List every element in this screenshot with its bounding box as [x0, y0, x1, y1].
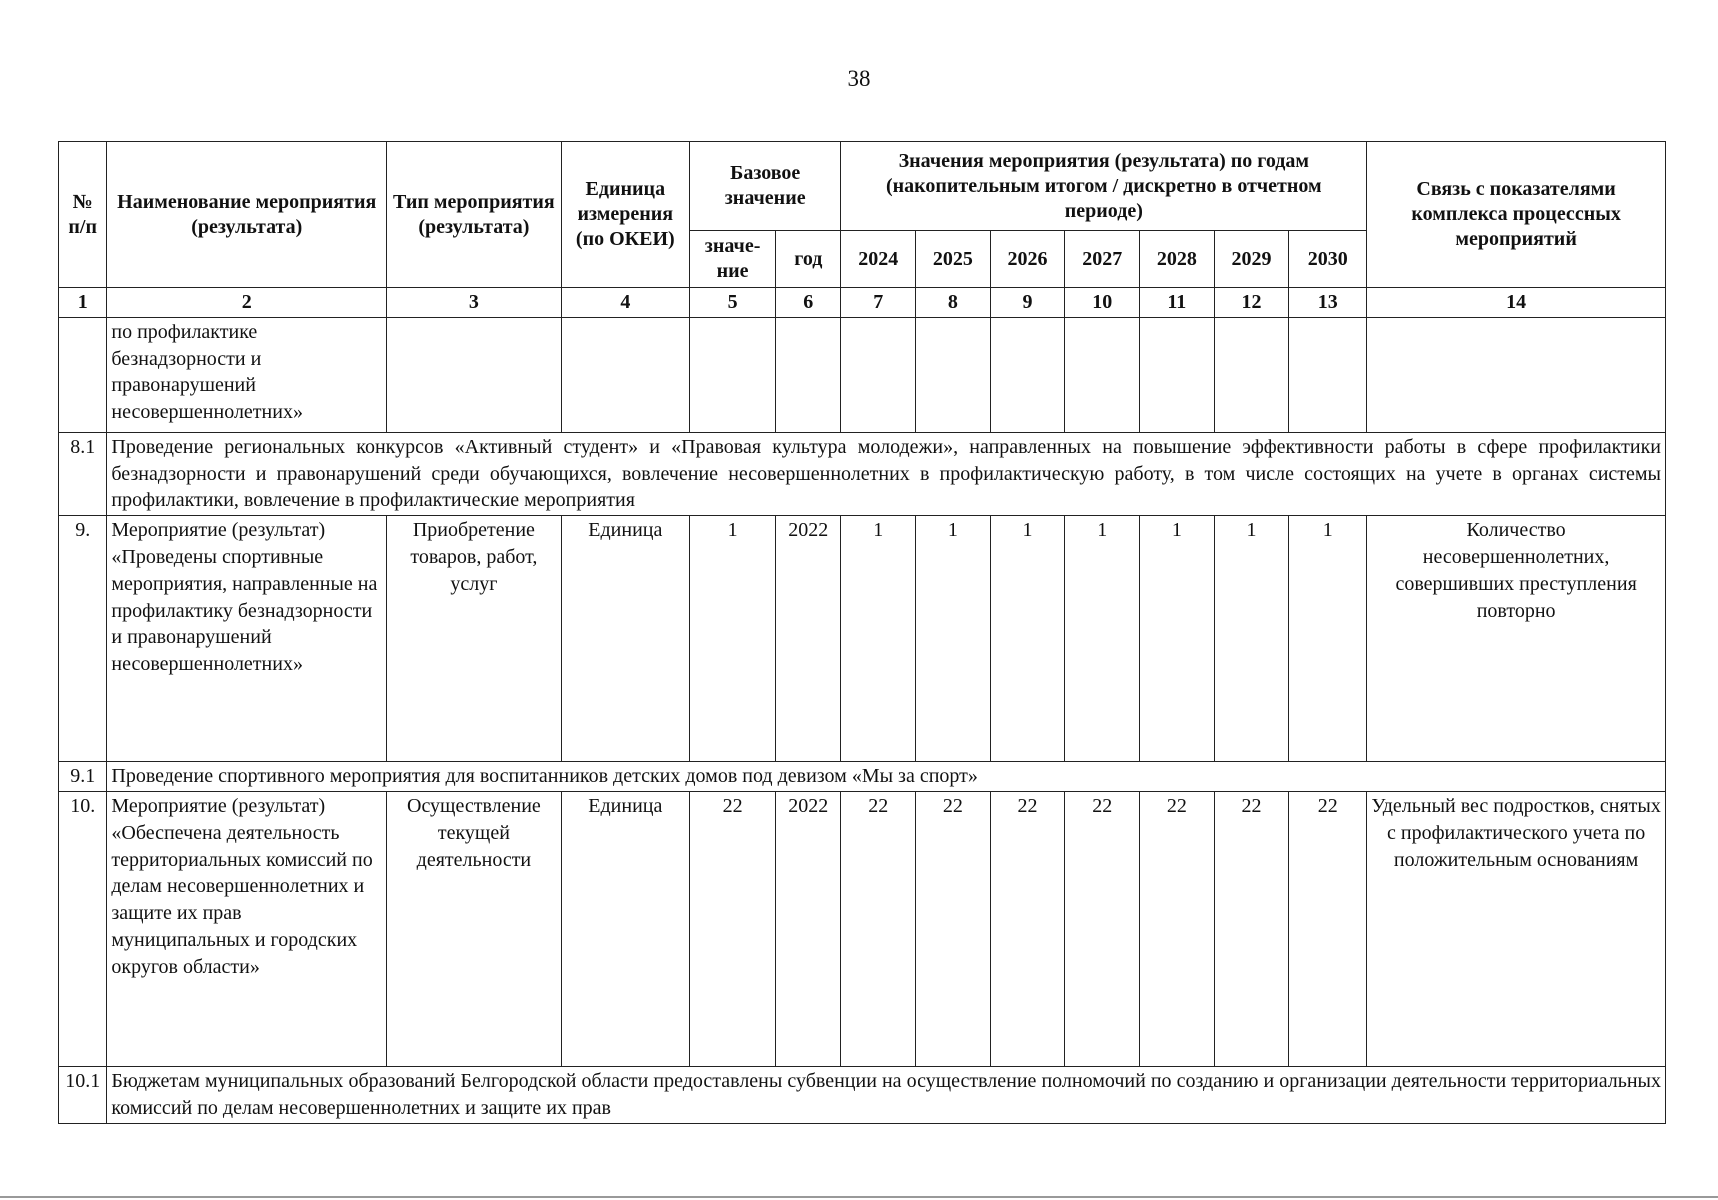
header-base-value: значе-ние — [689, 231, 775, 288]
year-value: 22 — [916, 791, 991, 1066]
column-number: 14 — [1367, 288, 1666, 318]
header-num: № п/п — [59, 142, 107, 288]
base-year: 2022 — [776, 516, 841, 762]
row-number: 10. — [59, 791, 107, 1066]
measure-name: Мероприятие (результат) «Обеспечена деятельность территориальных комиссий по делам несовершеннолетних и защите их прав муниципальных и городских округов области» — [107, 791, 387, 1066]
header-unit: Единица измерения (по ОКЕИ) — [561, 142, 689, 288]
year-value: 1 — [1140, 516, 1215, 762]
column-number: 7 — [841, 288, 916, 318]
continuation-name: по профилактике безнадзорности и правонарушений несовершеннолетних» — [107, 317, 387, 432]
year-value: 22 — [1214, 791, 1289, 1066]
column-number: 13 — [1289, 288, 1367, 318]
year-value: 22 — [990, 791, 1065, 1066]
column-number: 9 — [990, 288, 1065, 318]
base-value: 1 — [689, 516, 775, 762]
table-row-10-1 — [59, 1066, 1666, 1123]
sub-measure-description: Бюджетам муниципальных образований Белгородской области предоставлены субвенции на осуществление полномочий по созданию и организации деятельности территориальных комиссий по делам несовершеннолетних и защите их прав — [107, 1066, 1666, 1123]
measure-unit: Единица — [561, 516, 689, 762]
table-row-10 — [59, 791, 1666, 1066]
sub-measure-description: Проведение региональных конкурсов «Активный студент» и «Правовая культура молодежи», направленных на повышение эффективности работы в сфере профилактики безнадзорности и правонарушений среди обучающихся, вовлечение несовершеннолетних в профилактическую работу, в том числе состоящих на учете в органах системы профилактики, вовлечение в профилактические мероприятия — [107, 432, 1666, 515]
sub-measure-description: Проведение спортивного мероприятия для воспитанников детских домов под девизом «Мы за спорт» — [107, 762, 1666, 792]
header-year: 2025 — [916, 231, 991, 288]
year-value: 1 — [1289, 516, 1367, 762]
measure-type: Осуществление текущей деятельности — [387, 791, 562, 1066]
table-row-8-1 — [59, 432, 1666, 515]
column-number: 1 — [59, 288, 107, 318]
year-value: 1 — [841, 516, 916, 762]
table-row-continuation — [59, 317, 1666, 432]
header-base-year: год — [776, 231, 841, 288]
column-number: 3 — [387, 288, 562, 318]
column-number: 5 — [689, 288, 775, 318]
year-value: 1 — [916, 516, 991, 762]
column-number: 4 — [561, 288, 689, 318]
header-base: Базовое значение — [689, 142, 840, 231]
column-number: 11 — [1140, 288, 1215, 318]
measure-unit: Единица — [561, 791, 689, 1066]
row-number: 8.1 — [59, 432, 107, 515]
base-value: 22 — [689, 791, 775, 1066]
indicator-link: Количество несовершеннолетних, совершивших преступления повторно — [1367, 516, 1666, 762]
header-year: 2028 — [1140, 231, 1215, 288]
column-number-row — [59, 288, 1666, 318]
table-row-9 — [59, 516, 1666, 762]
year-value: 22 — [1289, 791, 1367, 1066]
measures-table — [58, 141, 1666, 1124]
header-year: 2026 — [990, 231, 1065, 288]
year-value: 22 — [841, 791, 916, 1066]
column-number: 2 — [107, 288, 387, 318]
column-number: 10 — [1065, 288, 1140, 318]
header-name: Наименование мероприятия (результата) — [107, 142, 387, 288]
indicator-link: Удельный вес подростков, снятых с профилактического учета по положительным основаниям — [1367, 791, 1666, 1066]
header-values: Значения мероприятия (результата) по годам (накопительным итогом / дискретно в отчетном периоде) — [841, 142, 1367, 231]
page-bottom-edge — [0, 1196, 1718, 1198]
year-value: 1 — [1065, 516, 1140, 762]
measure-type: Приобретение товаров, работ, услуг — [387, 516, 562, 762]
column-number: 8 — [916, 288, 991, 318]
base-year: 2022 — [776, 791, 841, 1066]
year-value: 22 — [1140, 791, 1215, 1066]
header-year: 2030 — [1289, 231, 1367, 288]
row-number: 9.1 — [59, 762, 107, 792]
column-number: 12 — [1214, 288, 1289, 318]
row-number: 9. — [59, 516, 107, 762]
header-year: 2027 — [1065, 231, 1140, 288]
header-year: 2024 — [841, 231, 916, 288]
year-value: 1 — [1214, 516, 1289, 762]
header-link: Связь с показателями комплекса процессных мероприятий — [1367, 142, 1666, 288]
measure-name: Мероприятие (результат) «Проведены спортивные мероприятия, направленные на профилактику безнадзорности и правонарушений несовершеннолетних» — [107, 516, 387, 762]
table-row-9-1 — [59, 762, 1666, 792]
year-value: 1 — [990, 516, 1065, 762]
header-type: Тип мероприятия (результата) — [387, 142, 562, 288]
page-number: 38 — [847, 66, 871, 91]
year-value: 22 — [1065, 791, 1140, 1066]
row-number: 10.1 — [59, 1066, 107, 1123]
header-year: 2029 — [1214, 231, 1289, 288]
column-number: 6 — [776, 288, 841, 318]
